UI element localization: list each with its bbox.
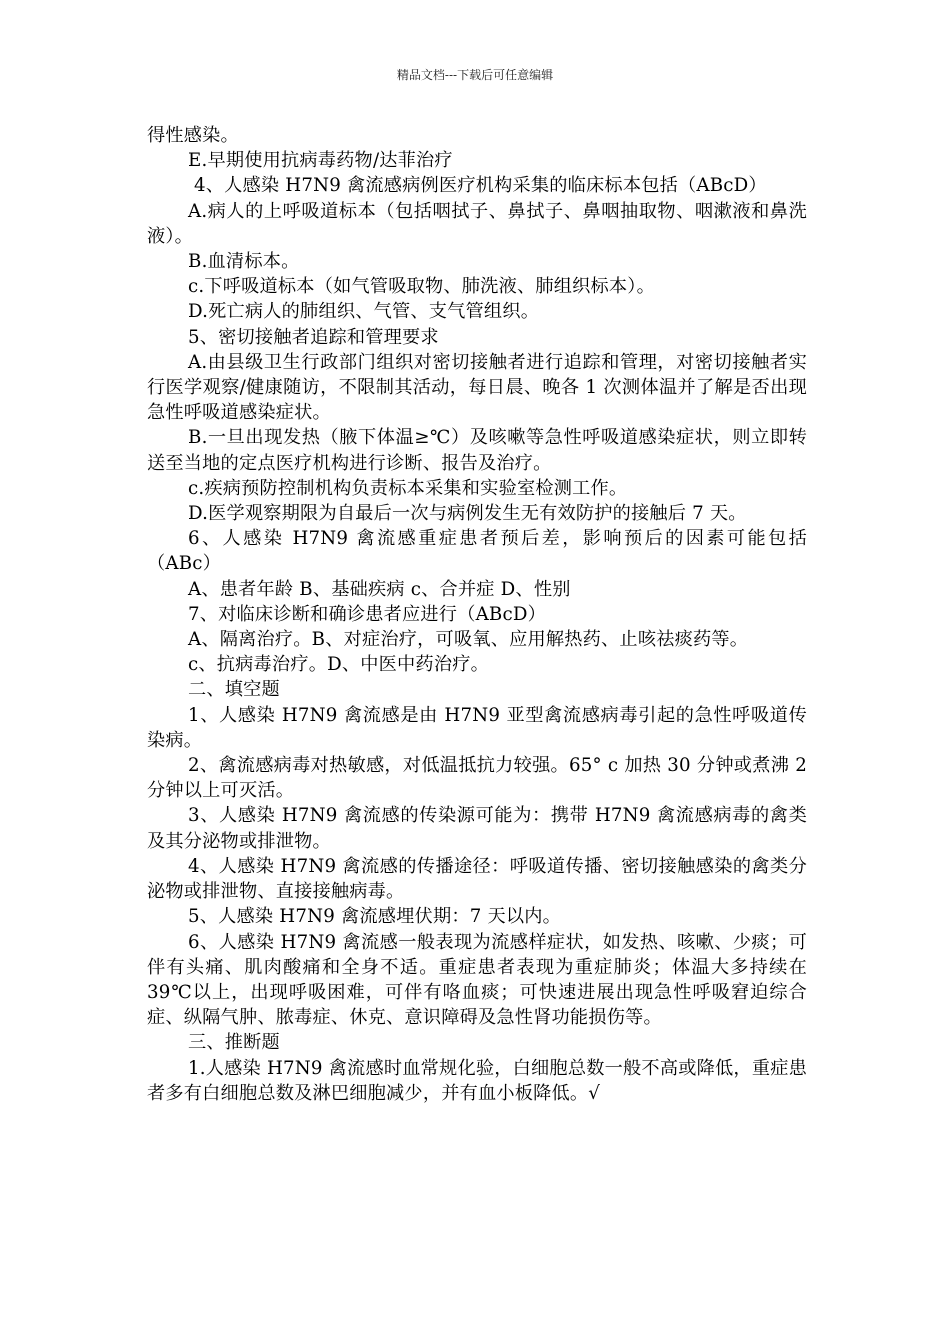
paragraph: E.早期使用抗病毒药物/达菲治疗 <box>188 150 453 172</box>
question-heading: 6、人感染 H7N9 禽流感重症患者预后差，影响预后的因素可能包括（ABc） <box>147 528 807 575</box>
section-heading: 二、填空题 <box>188 679 280 701</box>
paragraph: D.死亡病人的肺组织、气管、支气管组织。 <box>188 301 540 323</box>
paragraph: c.下呼吸道标本（如气管吸取物、肺洗液、肺组织标本）。 <box>188 276 655 298</box>
paragraph: D.医学观察期限为自最后一次与病例发生无有效防护的接触后 7 天。 <box>188 503 747 525</box>
paragraph: B.血清标本。 <box>188 251 300 273</box>
paragraph: 1.人感染 H7N9 禽流感时血常规化验，白细胞总数一般不高或降低，重症患者多有白细胞总数及淋巴细胞减少，并有血小板降低。√ <box>147 1057 807 1104</box>
paragraph: A.由县级卫生行政部门组织对密切接触者进行追踪和管理，对密切接触者实行医学观察/健康随访，不限制其活动，每日晨、晚各 1 次测体温并了解是否出现急性呼吸道感染症状。 <box>147 351 807 424</box>
document-body <box>147 123 807 1106</box>
page-header: 精品文档---下载后可任意编辑 <box>396 68 554 82</box>
paragraph: 4、人感染 H7N9 禽流感的传播途径：呼吸道传播、密切接触感染的禽类分泌物或排泄物、直接接触病毒。 <box>147 855 807 903</box>
paragraph: A、患者年龄 B、基础疾病 c、合并症 D、性别 <box>188 578 571 600</box>
paragraph: c.疾病预防控制机构负责标本采集和实验室检测工作。 <box>188 477 628 499</box>
paragraph: A.病人的上呼吸道标本（包括咽拭子、鼻拭子、鼻咽抽取物、咽漱液和鼻洗液）。 <box>147 200 807 247</box>
question-heading: 7、对临床诊断和确诊患者应进行（ABcD） <box>188 603 547 625</box>
paragraph: 5、人感染 H7N9 禽流感埋伏期：7 天以内。 <box>188 906 562 928</box>
paragraph: 6、人感染 H7N9 禽流感一般表现为流感样症状，如发热、咳嗽、少痰；可伴有头痛、肌肉酸痛和全身不适。重症患者表现为重症肺炎；体温大多持续在 39℃以上，出现呼吸困难，可伴有咯血痰；可快速进展出现急性呼吸窘迫综合症、纵隔气肿、脓毒症、休克、意识障碍及急性肾功能损伤等。 <box>147 931 807 1029</box>
paragraph: 3、人感染 H7N9 禽流感的传染源可能为：携带 H7N9 禽流感病毒的禽类及其分泌物或排泄物。 <box>147 805 807 852</box>
paragraph: 2、禽流感病毒对热敏感，对低温抵抗力较强。65° c 加热 30 分钟或煮沸 2 分钟以上可灭活。 <box>147 755 807 802</box>
question-heading: 5、密切接触者追踪和管理要求 <box>188 326 439 348</box>
question-heading: 4、人感染 H7N9 禽流感病例医疗机构采集的临床标本包括（ABcD） <box>194 175 767 197</box>
paragraph: 得性感染。 <box>147 125 239 146</box>
paragraph: B.一旦出现发热（腋下体温≥℃）及咳嗽等急性呼吸道感染症状，则立即转送至当地的定点医疗机构进行诊断、报告及治疗。 <box>147 427 807 474</box>
paragraph: c、抗病毒治疗。D、中医中药治疗。 <box>188 654 489 676</box>
paragraph: A、隔离治疗。B、对症治疗，可吸氧、应用解热药、止咳祛痰药等。 <box>188 629 749 651</box>
section-heading: 三、推断题 <box>188 1032 280 1054</box>
paragraph: 1、人感染 H7N9 禽流感是由 H7N9 亚型禽流感病毒引起的急性呼吸道传染病。 <box>147 704 807 751</box>
